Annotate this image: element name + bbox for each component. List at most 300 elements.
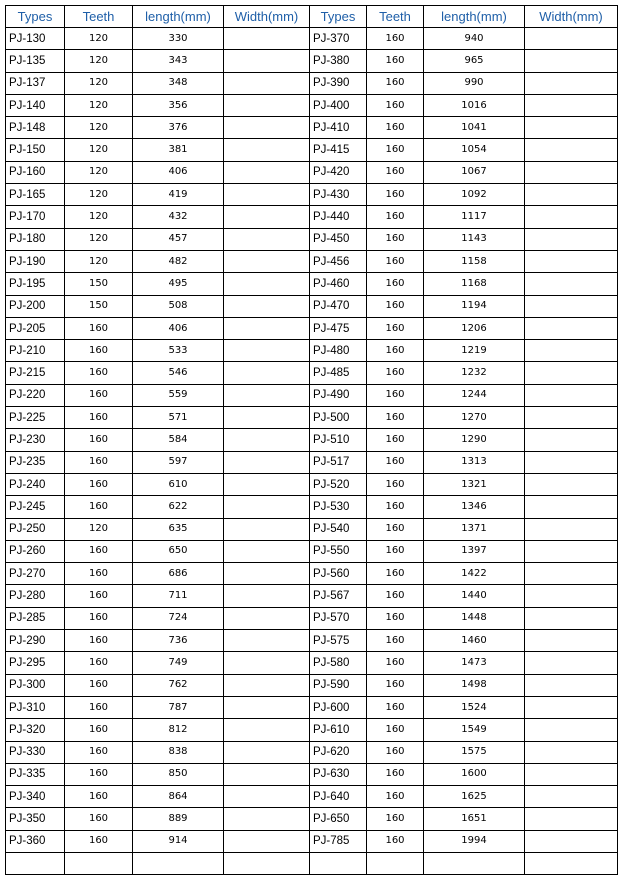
- table-row: [6, 117, 618, 139]
- right-teeth-cell: 160: [367, 429, 424, 451]
- table-row: [6, 139, 618, 161]
- right-length-cell: 1117: [424, 206, 525, 228]
- right-width-cell: [525, 362, 618, 384]
- left-width-cell: [224, 139, 310, 161]
- left-type-cell: PJ-320: [6, 719, 65, 741]
- left-width-cell: [224, 206, 310, 228]
- right-type-cell: PJ-785: [310, 830, 367, 852]
- right-length-cell: 1313: [424, 451, 525, 473]
- left-type-cell: PJ-310: [6, 696, 65, 718]
- left-type-cell: PJ-215: [6, 362, 65, 384]
- right-teeth-cell: 160: [367, 786, 424, 808]
- right-length-cell: 1194: [424, 295, 525, 317]
- table-row: [6, 540, 618, 562]
- right-length-cell: 1092: [424, 184, 525, 206]
- left-type-cell: PJ-360: [6, 830, 65, 852]
- header-types-left: Types: [6, 6, 65, 28]
- left-length-cell: 724: [133, 607, 224, 629]
- right-length-cell: 1232: [424, 362, 525, 384]
- left-teeth-cell: 120: [65, 72, 133, 94]
- table-row: [6, 429, 618, 451]
- table-row: [6, 496, 618, 518]
- left-type-cell: PJ-330: [6, 741, 65, 763]
- right-width-cell: [525, 94, 618, 116]
- left-width-cell: [224, 407, 310, 429]
- left-type-cell: PJ-130: [6, 28, 65, 50]
- table-row: [6, 607, 618, 629]
- left-length-cell: 508: [133, 295, 224, 317]
- right-teeth-cell: 160: [367, 585, 424, 607]
- left-type-cell: PJ-220: [6, 384, 65, 406]
- left-type-cell: PJ-137: [6, 72, 65, 94]
- right-width-cell: [525, 429, 618, 451]
- left-type-cell: PJ-285: [6, 607, 65, 629]
- left-teeth-cell: 160: [65, 540, 133, 562]
- left-length-cell: 812: [133, 719, 224, 741]
- left-teeth-cell: 160: [65, 473, 133, 495]
- left-type-cell: PJ-335: [6, 763, 65, 785]
- right-width-cell: [525, 384, 618, 406]
- right-type-cell: PJ-415: [310, 139, 367, 161]
- left-width-cell: [224, 184, 310, 206]
- left-type-cell: PJ-350: [6, 808, 65, 830]
- right-type-cell: PJ-430: [310, 184, 367, 206]
- left-length-cell: 406: [133, 161, 224, 183]
- header-types-right: Types: [310, 6, 367, 28]
- table-row: [6, 407, 618, 429]
- table-row: [6, 28, 618, 50]
- right-teeth-cell: 160: [367, 94, 424, 116]
- left-length-cell: 356: [133, 94, 224, 116]
- left-type-cell: PJ-165: [6, 184, 65, 206]
- left-length-cell: 914: [133, 830, 224, 852]
- right-length-cell: 1168: [424, 273, 525, 295]
- left-width-cell: [224, 696, 310, 718]
- left-length-cell: 406: [133, 317, 224, 339]
- left-teeth-cell: 160: [65, 674, 133, 696]
- right-width-cell: [525, 741, 618, 763]
- left-width-cell: [224, 585, 310, 607]
- left-width-cell: [224, 540, 310, 562]
- left-teeth-cell: [65, 852, 133, 874]
- right-width-cell: [525, 473, 618, 495]
- right-type-cell: PJ-490: [310, 384, 367, 406]
- right-type-cell: PJ-600: [310, 696, 367, 718]
- right-width-cell: [525, 540, 618, 562]
- table-row: [6, 741, 618, 763]
- left-teeth-cell: 160: [65, 763, 133, 785]
- left-teeth-cell: 120: [65, 228, 133, 250]
- table-row: [6, 161, 618, 183]
- left-teeth-cell: 120: [65, 28, 133, 50]
- right-length-cell: 965: [424, 50, 525, 72]
- right-teeth-cell: 160: [367, 184, 424, 206]
- right-type-cell: PJ-500: [310, 407, 367, 429]
- left-type-cell: PJ-195: [6, 273, 65, 295]
- right-length-cell: 1016: [424, 94, 525, 116]
- right-width-cell: [525, 563, 618, 585]
- right-length-cell: 1625: [424, 786, 525, 808]
- table-row: [6, 563, 618, 585]
- right-teeth-cell: 160: [367, 518, 424, 540]
- right-type-cell: PJ-470: [310, 295, 367, 317]
- right-type-cell: PJ-370: [310, 28, 367, 50]
- left-type-cell: PJ-280: [6, 585, 65, 607]
- right-teeth-cell: 160: [367, 362, 424, 384]
- right-teeth-cell: 160: [367, 72, 424, 94]
- left-length-cell: 348: [133, 72, 224, 94]
- left-width-cell: [224, 630, 310, 652]
- left-width-cell: [224, 295, 310, 317]
- right-width-cell: [525, 184, 618, 206]
- right-teeth-cell: 160: [367, 139, 424, 161]
- table-row: [6, 696, 618, 718]
- header-row: [6, 6, 618, 28]
- left-length-cell: 343: [133, 50, 224, 72]
- left-length-cell: 711: [133, 585, 224, 607]
- left-length-cell: 597: [133, 451, 224, 473]
- left-type-cell: PJ-235: [6, 451, 65, 473]
- left-type-cell: PJ-140: [6, 94, 65, 116]
- right-width-cell: [525, 317, 618, 339]
- right-length-cell: [424, 852, 525, 874]
- right-type-cell: PJ-510: [310, 429, 367, 451]
- left-width-cell: [224, 340, 310, 362]
- left-width-cell: [224, 719, 310, 741]
- left-type-cell: PJ-340: [6, 786, 65, 808]
- left-teeth-cell: 160: [65, 384, 133, 406]
- right-teeth-cell: 160: [367, 496, 424, 518]
- left-length-cell: 546: [133, 362, 224, 384]
- left-type-cell: PJ-170: [6, 206, 65, 228]
- left-type-cell: PJ-190: [6, 250, 65, 272]
- left-width-cell: [224, 50, 310, 72]
- table-row: [6, 362, 618, 384]
- left-teeth-cell: 160: [65, 317, 133, 339]
- left-width-cell: [224, 429, 310, 451]
- right-width-cell: [525, 630, 618, 652]
- right-teeth-cell: 160: [367, 228, 424, 250]
- right-type-cell: PJ-400: [310, 94, 367, 116]
- header-length-left: length(mm): [133, 6, 224, 28]
- left-teeth-cell: 120: [65, 250, 133, 272]
- right-type-cell: PJ-570: [310, 607, 367, 629]
- header-teeth-left: Teeth: [65, 6, 133, 28]
- right-type-cell: PJ-575: [310, 630, 367, 652]
- left-teeth-cell: 160: [65, 741, 133, 763]
- right-length-cell: 1575: [424, 741, 525, 763]
- right-type-cell: PJ-640: [310, 786, 367, 808]
- right-teeth-cell: 160: [367, 317, 424, 339]
- left-type-cell: PJ-205: [6, 317, 65, 339]
- left-teeth-cell: 160: [65, 830, 133, 852]
- left-length-cell: 457: [133, 228, 224, 250]
- left-length-cell: 495: [133, 273, 224, 295]
- right-width-cell: [525, 652, 618, 674]
- right-teeth-cell: 160: [367, 250, 424, 272]
- right-type-cell: PJ-390: [310, 72, 367, 94]
- left-type-cell: PJ-250: [6, 518, 65, 540]
- left-type-cell: PJ-300: [6, 674, 65, 696]
- right-width-cell: [525, 228, 618, 250]
- left-teeth-cell: 120: [65, 139, 133, 161]
- left-width-cell: [224, 72, 310, 94]
- left-teeth-cell: 120: [65, 184, 133, 206]
- left-length-cell: 584: [133, 429, 224, 451]
- right-type-cell: PJ-380: [310, 50, 367, 72]
- table-row: [6, 317, 618, 339]
- right-width-cell: [525, 407, 618, 429]
- left-length-cell: 787: [133, 696, 224, 718]
- table-row: [6, 295, 618, 317]
- right-width-cell: [525, 139, 618, 161]
- right-width-cell: [525, 496, 618, 518]
- left-type-cell: PJ-245: [6, 496, 65, 518]
- left-type-cell: PJ-290: [6, 630, 65, 652]
- right-teeth-cell: 160: [367, 607, 424, 629]
- table-row: [6, 652, 618, 674]
- table-row: [6, 518, 618, 540]
- left-width-cell: [224, 228, 310, 250]
- right-length-cell: 1219: [424, 340, 525, 362]
- right-length-cell: 1440: [424, 585, 525, 607]
- left-length-cell: 736: [133, 630, 224, 652]
- right-type-cell: PJ-517: [310, 451, 367, 473]
- right-length-cell: 1067: [424, 161, 525, 183]
- left-length-cell: 686: [133, 563, 224, 585]
- right-length-cell: 1448: [424, 607, 525, 629]
- left-type-cell: PJ-200: [6, 295, 65, 317]
- left-length-cell: 610: [133, 473, 224, 495]
- left-type-cell: PJ-180: [6, 228, 65, 250]
- table-row: [6, 340, 618, 362]
- right-teeth-cell: 160: [367, 563, 424, 585]
- left-width-cell: [224, 563, 310, 585]
- left-length-cell: 381: [133, 139, 224, 161]
- right-type-cell: [310, 852, 367, 874]
- right-teeth-cell: 160: [367, 407, 424, 429]
- right-length-cell: 1651: [424, 808, 525, 830]
- right-width-cell: [525, 518, 618, 540]
- left-teeth-cell: 150: [65, 295, 133, 317]
- left-width-cell: [224, 362, 310, 384]
- left-width-cell: [224, 830, 310, 852]
- left-type-cell: PJ-260: [6, 540, 65, 562]
- right-teeth-cell: 160: [367, 295, 424, 317]
- right-teeth-cell: 160: [367, 652, 424, 674]
- right-width-cell: [525, 206, 618, 228]
- table-row: [6, 250, 618, 272]
- header-width-right: Width(mm): [525, 6, 618, 28]
- left-teeth-cell: 160: [65, 630, 133, 652]
- right-type-cell: PJ-420: [310, 161, 367, 183]
- left-type-cell: PJ-135: [6, 50, 65, 72]
- left-width-cell: [224, 250, 310, 272]
- right-teeth-cell: 160: [367, 28, 424, 50]
- left-teeth-cell: 160: [65, 719, 133, 741]
- left-teeth-cell: 160: [65, 563, 133, 585]
- table-row: [6, 228, 618, 250]
- left-length-cell: 838: [133, 741, 224, 763]
- left-teeth-cell: 160: [65, 786, 133, 808]
- table-row: [6, 384, 618, 406]
- right-length-cell: 990: [424, 72, 525, 94]
- left-type-cell: PJ-160: [6, 161, 65, 183]
- table-row: [6, 808, 618, 830]
- right-length-cell: 1397: [424, 540, 525, 562]
- table-row: [6, 786, 618, 808]
- left-teeth-cell: 160: [65, 407, 133, 429]
- left-type-cell: PJ-210: [6, 340, 65, 362]
- right-teeth-cell: 160: [367, 451, 424, 473]
- left-width-cell: [224, 652, 310, 674]
- left-width-cell: [224, 518, 310, 540]
- right-type-cell: PJ-610: [310, 719, 367, 741]
- right-width-cell: [525, 50, 618, 72]
- left-teeth-cell: 120: [65, 206, 133, 228]
- right-length-cell: 1600: [424, 763, 525, 785]
- right-width-cell: [525, 808, 618, 830]
- left-teeth-cell: 160: [65, 585, 133, 607]
- left-teeth-cell: 160: [65, 429, 133, 451]
- left-width-cell: [224, 451, 310, 473]
- right-width-cell: [525, 719, 618, 741]
- right-length-cell: 1143: [424, 228, 525, 250]
- table-row: [6, 830, 618, 852]
- right-length-cell: 1270: [424, 407, 525, 429]
- left-length-cell: 889: [133, 808, 224, 830]
- right-type-cell: PJ-485: [310, 362, 367, 384]
- right-type-cell: PJ-550: [310, 540, 367, 562]
- left-width-cell: [224, 117, 310, 139]
- right-teeth-cell: 160: [367, 540, 424, 562]
- right-length-cell: 1498: [424, 674, 525, 696]
- left-width-cell: [224, 852, 310, 874]
- right-teeth-cell: 160: [367, 741, 424, 763]
- right-width-cell: [525, 763, 618, 785]
- right-teeth-cell: 160: [367, 384, 424, 406]
- left-teeth-cell: 160: [65, 496, 133, 518]
- table-row: [6, 473, 618, 495]
- right-type-cell: PJ-460: [310, 273, 367, 295]
- table-row: [6, 184, 618, 206]
- right-width-cell: [525, 607, 618, 629]
- left-length-cell: 559: [133, 384, 224, 406]
- left-teeth-cell: 120: [65, 94, 133, 116]
- right-width-cell: [525, 830, 618, 852]
- left-type-cell: [6, 852, 65, 874]
- left-type-cell: PJ-295: [6, 652, 65, 674]
- right-length-cell: 940: [424, 28, 525, 50]
- right-length-cell: 1473: [424, 652, 525, 674]
- left-width-cell: [224, 741, 310, 763]
- header-width-left: Width(mm): [224, 6, 310, 28]
- left-width-cell: [224, 473, 310, 495]
- right-width-cell: [525, 72, 618, 94]
- right-type-cell: PJ-410: [310, 117, 367, 139]
- left-teeth-cell: 160: [65, 607, 133, 629]
- right-width-cell: [525, 295, 618, 317]
- left-width-cell: [224, 94, 310, 116]
- right-width-cell: [525, 786, 618, 808]
- right-length-cell: 1206: [424, 317, 525, 339]
- left-length-cell: 533: [133, 340, 224, 362]
- left-width-cell: [224, 273, 310, 295]
- left-width-cell: [224, 808, 310, 830]
- right-type-cell: PJ-440: [310, 206, 367, 228]
- left-teeth-cell: 120: [65, 518, 133, 540]
- right-length-cell: 1994: [424, 830, 525, 852]
- left-teeth-cell: 160: [65, 696, 133, 718]
- right-width-cell: [525, 28, 618, 50]
- right-width-cell: [525, 340, 618, 362]
- left-length-cell: 749: [133, 652, 224, 674]
- left-type-cell: PJ-148: [6, 117, 65, 139]
- header-length-right: length(mm): [424, 6, 525, 28]
- table-row: [6, 674, 618, 696]
- right-width-cell: [525, 161, 618, 183]
- left-type-cell: PJ-225: [6, 407, 65, 429]
- right-teeth-cell: 160: [367, 340, 424, 362]
- right-length-cell: 1054: [424, 139, 525, 161]
- left-width-cell: [224, 161, 310, 183]
- left-length-cell: 650: [133, 540, 224, 562]
- left-length-cell: 376: [133, 117, 224, 139]
- right-type-cell: PJ-567: [310, 585, 367, 607]
- table-row: [6, 585, 618, 607]
- right-length-cell: 1549: [424, 719, 525, 741]
- belt-spec-table: [5, 5, 618, 875]
- left-length-cell: 482: [133, 250, 224, 272]
- left-length-cell: 622: [133, 496, 224, 518]
- right-width-cell: [525, 117, 618, 139]
- right-type-cell: PJ-530: [310, 496, 367, 518]
- left-length-cell: 432: [133, 206, 224, 228]
- left-length-cell: 571: [133, 407, 224, 429]
- right-width-cell: [525, 451, 618, 473]
- right-teeth-cell: 160: [367, 830, 424, 852]
- table-row: [6, 630, 618, 652]
- left-type-cell: PJ-230: [6, 429, 65, 451]
- right-length-cell: 1244: [424, 384, 525, 406]
- right-teeth-cell: 160: [367, 630, 424, 652]
- left-type-cell: PJ-240: [6, 473, 65, 495]
- right-type-cell: PJ-580: [310, 652, 367, 674]
- left-width-cell: [224, 317, 310, 339]
- left-length-cell: 864: [133, 786, 224, 808]
- right-type-cell: PJ-560: [310, 563, 367, 585]
- table-row: [6, 719, 618, 741]
- right-teeth-cell: 160: [367, 674, 424, 696]
- right-width-cell: [525, 674, 618, 696]
- left-type-cell: PJ-150: [6, 139, 65, 161]
- right-type-cell: PJ-480: [310, 340, 367, 362]
- right-teeth-cell: 160: [367, 808, 424, 830]
- right-type-cell: PJ-620: [310, 741, 367, 763]
- right-width-cell: [525, 852, 618, 874]
- right-length-cell: 1524: [424, 696, 525, 718]
- left-width-cell: [224, 384, 310, 406]
- right-length-cell: 1460: [424, 630, 525, 652]
- left-teeth-cell: 160: [65, 362, 133, 384]
- right-width-cell: [525, 250, 618, 272]
- right-teeth-cell: 160: [367, 50, 424, 72]
- right-type-cell: PJ-456: [310, 250, 367, 272]
- right-length-cell: 1041: [424, 117, 525, 139]
- left-teeth-cell: 160: [65, 808, 133, 830]
- right-type-cell: PJ-650: [310, 808, 367, 830]
- right-teeth-cell: [367, 852, 424, 874]
